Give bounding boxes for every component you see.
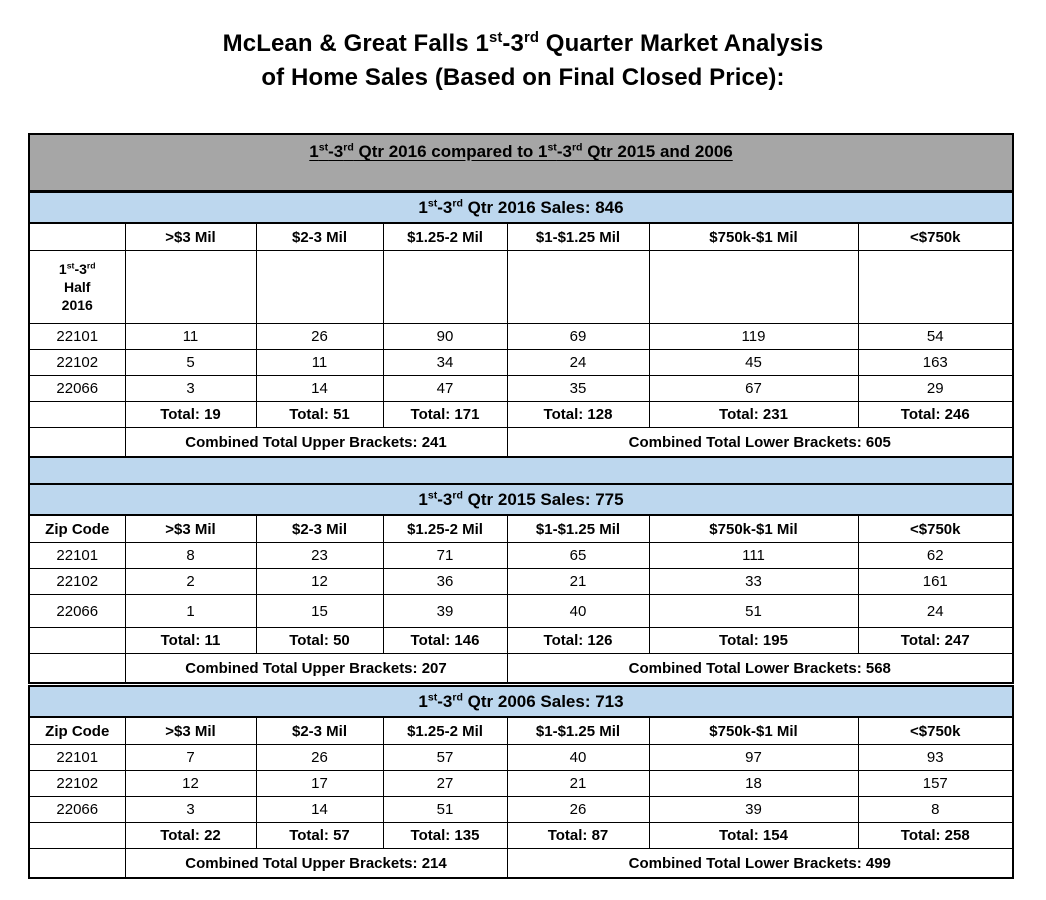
data-cell: 39 [383,595,507,628]
empty-cell [29,654,125,684]
column-header-under-750k-2016: <$750k [858,223,1013,251]
period-label-2016: 1st-3rd Half 2016 [29,251,125,324]
table-row [29,745,1013,771]
period-label-row-2016 [29,251,1013,324]
totals-row-2016 [29,402,1013,428]
page-title-line-2: of Home Sales (Based on Final Closed Price): [261,64,785,91]
data-cell: 40 [507,745,649,771]
comparison-banner: 1st-3rd Qtr 2016 compared to 1st-3rd Qtr 2015 and 2006 [29,134,1013,192]
market-analysis-table-2006 [28,685,1014,879]
market-analysis-table-2016-2015 [28,133,1014,684]
combined-lower-brackets-2016: Combined Total Lower Brackets: 605 [507,428,1013,458]
total-cell: Total: 195 [649,628,858,654]
data-cell: 24 [507,350,649,376]
empty-cell [858,251,1013,324]
zip-code-cell: 22102 [29,569,125,595]
data-cell: 3 [125,376,256,402]
data-cell: 5 [125,350,256,376]
superscript-rd: rd [343,141,354,154]
data-cell: 1 [125,595,256,628]
superscript-st: st [488,30,503,46]
superscript-st: st [427,196,438,209]
column-header-125-2mil-2015: $1.25-2 Mil [383,515,507,543]
data-cell: 71 [383,543,507,569]
combined-totals-row-2016 [29,428,1013,458]
data-cell: 14 [256,797,383,823]
data-cell: 14 [256,376,383,402]
data-cell: 15 [256,595,383,628]
zip-code-cell: 22066 [29,797,125,823]
total-cell: Total: 154 [649,823,858,849]
zip-code-cell: 22066 [29,376,125,402]
zip-code-cell: 22102 [29,350,125,376]
superscript-rd: rd [452,690,463,703]
section-spacer [29,457,1013,484]
empty-cell [507,251,649,324]
data-cell: 8 [125,543,256,569]
section-banner-2016: 1st-3rd Qtr 2016 Sales: 846 [29,192,1013,224]
column-header-750k-1mil-2015: $750k-$1 Mil [649,515,858,543]
total-cell: Total: 51 [256,402,383,428]
table-row [29,324,1013,350]
superscript-st: st [427,690,438,703]
totals-row-2006 [29,823,1013,849]
column-header-125-2mil-2016: $1.25-2 Mil [383,223,507,251]
period-label-half: Half [64,279,91,295]
superscript-st: st [547,141,557,154]
column-header-row-2016 [29,223,1013,251]
comparison-banner-row [29,134,1013,192]
column-header-blank-2016 [29,223,125,251]
totals-row-2015 [29,628,1013,654]
column-header-750k-1mil-2016: $750k-$1 Mil [649,223,858,251]
column-header-2-3mil-2006: $2-3 Mil [256,717,383,745]
superscript-st: st [66,260,75,271]
data-cell: 26 [256,324,383,350]
data-cell: 40 [507,595,649,628]
data-cell: 36 [383,569,507,595]
data-cell: 26 [507,797,649,823]
data-cell: 65 [507,543,649,569]
column-header-zip-code-2015: Zip Code [29,515,125,543]
total-cell: Total: 128 [507,402,649,428]
table-row [29,797,1013,823]
superscript-rd: rd [523,30,540,46]
data-cell: 26 [256,745,383,771]
zip-code-cell: 22102 [29,771,125,797]
data-cell: 45 [649,350,858,376]
empty-cell [649,251,858,324]
data-cell: 27 [383,771,507,797]
data-cell: 39 [649,797,858,823]
data-cell: 57 [383,745,507,771]
combined-upper-brackets-2016: Combined Total Upper Brackets: 241 [125,428,507,458]
superscript-st: st [318,141,329,154]
page-title [0,0,1046,95]
combined-totals-row-2006 [29,849,1013,879]
data-cell: 7 [125,745,256,771]
data-cell: 54 [858,324,1013,350]
section-spacer-row [29,457,1013,484]
data-cell: 17 [256,771,383,797]
total-cell: Total: 126 [507,628,649,654]
combined-upper-brackets-2006: Combined Total Upper Brackets: 214 [125,849,507,879]
total-cell: Total: 57 [256,823,383,849]
total-cell: Total: 135 [383,823,507,849]
total-cell: Total: 231 [649,402,858,428]
table-row [29,350,1013,376]
empty-cell [29,628,125,654]
column-header-1-125mil-2015: $1-$1.25 Mil [507,515,649,543]
table-row [29,569,1013,595]
data-cell: 11 [256,350,383,376]
column-header-row-2006 [29,717,1013,745]
superscript-rd: rd [86,260,96,271]
empty-cell [29,428,125,458]
data-cell: 35 [507,376,649,402]
total-cell: Total: 19 [125,402,256,428]
data-cell: 161 [858,569,1013,595]
column-header-2-3mil-2016: $2-3 Mil [256,223,383,251]
data-cell: 12 [256,569,383,595]
section-banner-row-2016 [29,192,1013,224]
page-title-line-1: McLean & Great Falls 1st-3rd Quarter Market Analysis [222,30,824,57]
column-header-row-2015 [29,515,1013,543]
data-cell: 21 [507,569,649,595]
table-row [29,595,1013,628]
total-cell: Total: 50 [256,628,383,654]
data-cell: 11 [125,324,256,350]
data-cell: 111 [649,543,858,569]
table-row [29,771,1013,797]
column-header-2-3mil-2015: $2-3 Mil [256,515,383,543]
total-cell: Total: 22 [125,823,256,849]
data-cell: 93 [858,745,1013,771]
empty-cell [383,251,507,324]
column-header-over-3mil-2015: >$3 Mil [125,515,256,543]
data-cell: 33 [649,569,858,595]
empty-cell [29,402,125,428]
data-cell: 47 [383,376,507,402]
superscript-rd: rd [452,488,463,501]
data-cell: 69 [507,324,649,350]
total-cell: Total: 247 [858,628,1013,654]
combined-lower-brackets-2006: Combined Total Lower Brackets: 499 [507,849,1013,879]
data-cell: 34 [383,350,507,376]
data-cell: 3 [125,797,256,823]
zip-code-cell: 22101 [29,745,125,771]
table-row [29,543,1013,569]
combined-lower-brackets-2015: Combined Total Lower Brackets: 568 [507,654,1013,684]
superscript-rd: rd [452,196,463,209]
data-cell: 90 [383,324,507,350]
total-cell: Total: 87 [507,823,649,849]
data-cell: 157 [858,771,1013,797]
total-cell: Total: 171 [383,402,507,428]
zip-code-cell: 22101 [29,324,125,350]
column-header-125-2mil-2006: $1.25-2 Mil [383,717,507,745]
data-cell: 8 [858,797,1013,823]
total-cell: Total: 11 [125,628,256,654]
data-cell: 21 [507,771,649,797]
data-cell: 67 [649,376,858,402]
superscript-rd: rd [571,141,583,154]
section-banner-row-2006 [29,686,1013,717]
column-header-over-3mil-2006: >$3 Mil [125,717,256,745]
empty-cell [125,251,256,324]
data-cell: 62 [858,543,1013,569]
total-cell: Total: 246 [858,402,1013,428]
column-header-over-3mil-2016: >$3 Mil [125,223,256,251]
period-label-year: 2016 [61,297,93,313]
data-cell: 51 [383,797,507,823]
column-header-zip-code-2006: Zip Code [29,717,125,745]
total-cell: Total: 258 [858,823,1013,849]
data-cell: 97 [649,745,858,771]
table-row [29,376,1013,402]
column-header-under-750k-2006: <$750k [858,717,1013,745]
total-cell: Total: 146 [383,628,507,654]
column-header-1-125mil-2016: $1-$1.25 Mil [507,223,649,251]
data-cell: 24 [858,595,1013,628]
data-cell: 29 [858,376,1013,402]
data-cell: 51 [649,595,858,628]
zip-code-cell: 22101 [29,543,125,569]
column-header-750k-1mil-2006: $750k-$1 Mil [649,717,858,745]
data-cell: 23 [256,543,383,569]
data-cell: 2 [125,569,256,595]
data-cell: 12 [125,771,256,797]
data-cell: 18 [649,771,858,797]
section-banner-row-2015 [29,484,1013,515]
section-banner-2006: 1st-3rd Qtr 2006 Sales: 713 [29,686,1013,717]
empty-cell [29,849,125,879]
empty-cell [256,251,383,324]
data-cell: 163 [858,350,1013,376]
superscript-st: st [427,488,438,501]
zip-code-cell: 22066 [29,595,125,628]
data-cell: 119 [649,324,858,350]
empty-cell [29,823,125,849]
section-banner-2015: 1st-3rd Qtr 2015 Sales: 775 [29,484,1013,515]
combined-upper-brackets-2015: Combined Total Upper Brackets: 207 [125,654,507,684]
combined-totals-row-2015 [29,654,1013,684]
column-header-under-750k-2015: <$750k [858,515,1013,543]
column-header-1-125mil-2006: $1-$1.25 Mil [507,717,649,745]
